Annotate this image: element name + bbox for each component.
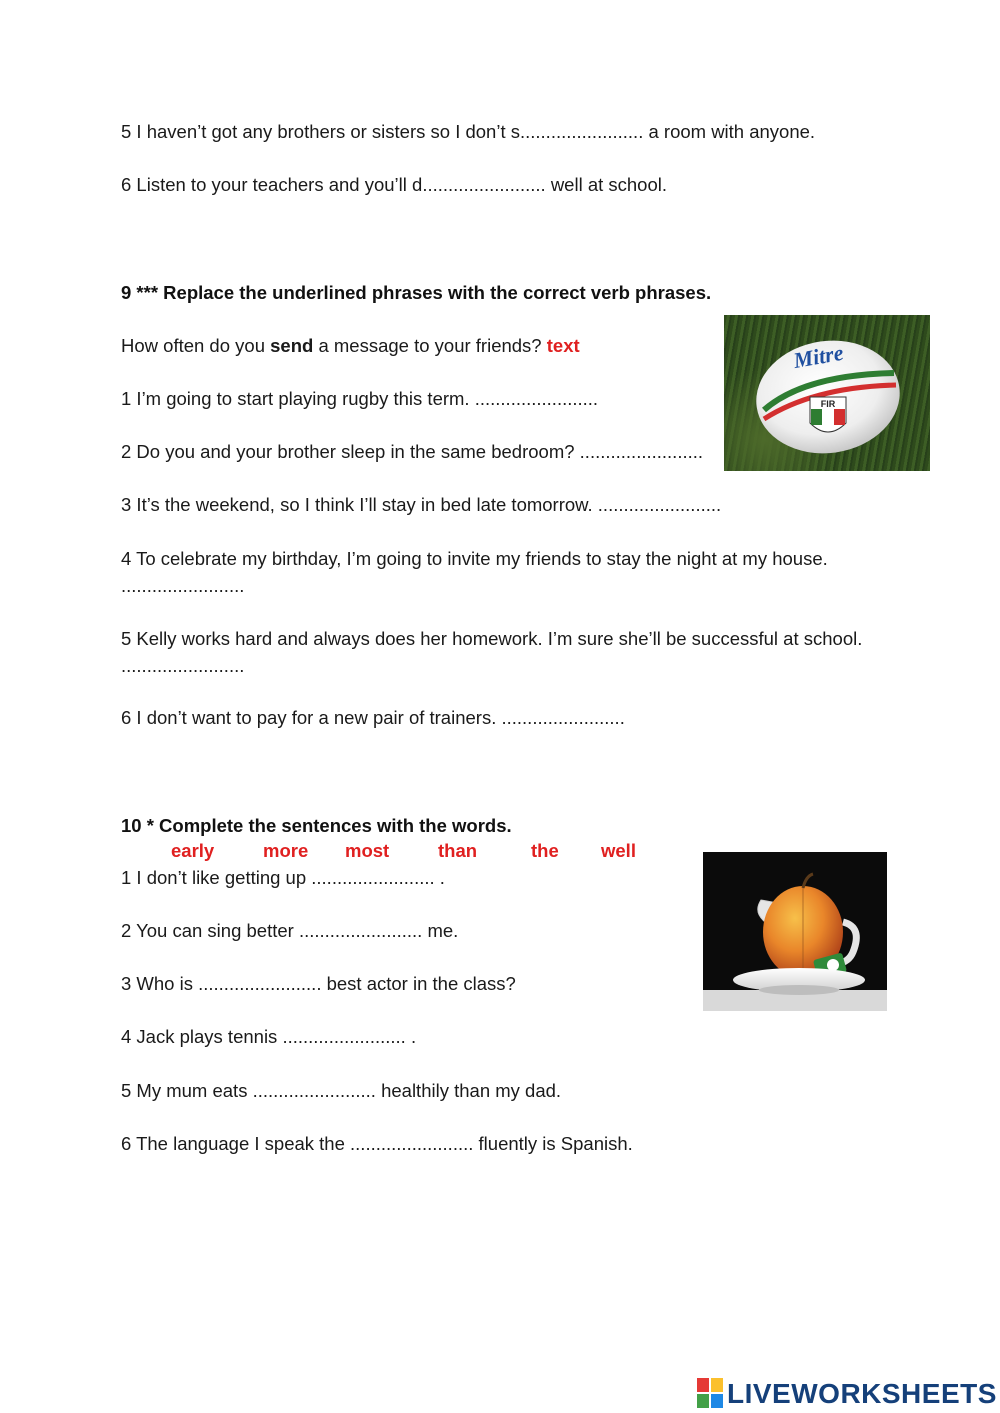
exercise-10-item-1: 1 I don’t like getting up ........................ . bbox=[121, 867, 445, 888]
sentence-5: 5 I haven’t got any brothers or sisters so I don’t s........................ a room with anyone. bbox=[121, 121, 816, 142]
word-bank-item: early bbox=[171, 840, 215, 861]
example-text-post: a message to your friends? bbox=[313, 335, 547, 356]
exercise-10-item-3: 3 Who is ........................ best actor in the class? bbox=[121, 973, 516, 994]
rugby-ball-image bbox=[724, 315, 930, 471]
exercise-9-example bbox=[121, 335, 580, 357]
sentence-6: 6 Listen to your teachers and you’ll d........................ well at school. bbox=[121, 174, 668, 195]
exercise-9-item-4: 4 To celebrate my birthday, I’m going to invite my friends to stay the night at my house. ........................ bbox=[121, 548, 828, 596]
example-text-pre: How often do you bbox=[121, 335, 271, 356]
exercise-9-item-6: 6 I don’t want to pay for a new pair of trainers. ........................ bbox=[121, 707, 625, 728]
exercise-9-item-2: 2 Do you and your brother sleep in the same bedroom? ........................ bbox=[121, 441, 704, 462]
word-bank-item: well bbox=[601, 840, 636, 861]
svg-text:Mitre: Mitre bbox=[791, 339, 846, 374]
exercise-9-item-1: 1 I’m going to start playing rugby this term. ........................ bbox=[121, 388, 599, 409]
liveworksheets-logo-text: LIVEWORKSHEETS bbox=[727, 1378, 997, 1409]
word-bank bbox=[121, 840, 681, 864]
exercise-9-item-3: 3 It’s the weekend, so I think I’ll stay in bed late tomorrow. ........................ bbox=[121, 494, 722, 515]
exercise-9-heading: 9 *** Replace the underlined phrases with the correct verb phrases. bbox=[121, 282, 712, 303]
exercise-10-item-4: 4 Jack plays tennis ........................ . bbox=[121, 1026, 417, 1047]
word-bank-item: most bbox=[345, 840, 390, 861]
word-bank-item: more bbox=[263, 840, 309, 861]
exercise-10-item-5: 5 My mum eats ........................ healthily than my dad. bbox=[121, 1080, 562, 1101]
example-answer: text bbox=[546, 335, 580, 356]
word-bank-item: than bbox=[438, 840, 478, 861]
liveworksheets-logo bbox=[697, 1377, 995, 1411]
liveworksheets-logo-icon bbox=[697, 1378, 725, 1410]
exercise-10-item-6: 6 The language I speak the ........................ fluently is Spanish. bbox=[121, 1133, 633, 1154]
apple-jug-image bbox=[703, 852, 887, 1011]
word-bank-item: the bbox=[531, 840, 559, 861]
exercise-10-item-2: 2 You can sing better ........................ me. bbox=[121, 920, 459, 941]
example-bold-word: send bbox=[270, 335, 314, 356]
rugby-ball-label: FIR bbox=[820, 399, 836, 409]
exercise-9-item-5: 5 Kelly works hard and always does her homework. I’m sure she’ll be successful at school. ........................ bbox=[121, 628, 863, 676]
exercise-10-heading: 10 * Complete the sentences with the words. bbox=[121, 815, 512, 836]
